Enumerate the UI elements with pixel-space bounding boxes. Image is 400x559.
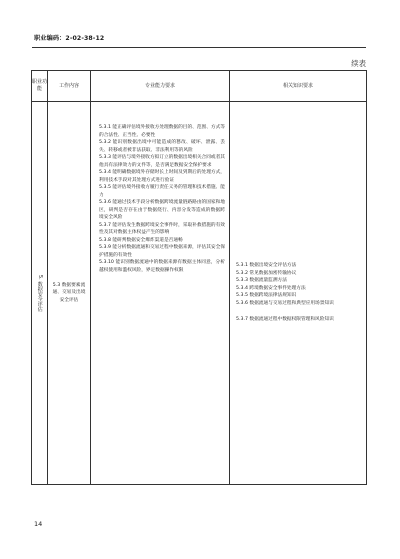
header-knowledge: 相关知识要求 <box>230 71 367 102</box>
ability-item: 5.3.2 能识别数据出境中可能造成的篡改、破坏、泄露、丢失、转移或者被非法获取、非法利用等的风险 <box>99 140 225 153</box>
ability-item: 5.3.1 能正确评估境外接收方处理数据的目的、范围、方式等的合法性、正当性、必要性 <box>99 125 225 138</box>
knowledge-item: 5.3.2 常见数据加密传输协议 <box>236 270 297 276</box>
occupation-code: 职业编码：2-02-38-12 <box>34 35 105 42</box>
ability-item: 5.3.3 能评估与境外接收方拟订立的数据出境相关合同或者其他具有法律效力的文件等，是否满足数据安全保护要求 <box>99 155 225 168</box>
knowledge-item: 5.3.6 数据流通与交易过程和典型应用场景知识 <box>236 300 334 306</box>
ability-item: 5.3.7 能评估发生数据跨境安全事件时，采取补救措施的有效性及其对数据主体权益产生的影响 <box>99 222 225 235</box>
ability-item: 5.3.10 能识别数据流通中的数据来源有数据主体同意，分析越权使用和滥权风险，界定数据操作权限 <box>99 260 225 273</box>
ability-item: 5.3.8 能研判数据安全爆炸渠道是否通畅 <box>99 237 183 243</box>
ability-item: 5.3.6 能通过技术手段分析数据跨境流量链路路由的国家和地区，研判是否存在由于数据绕行、内容分发等造成的数据跨境安全风险 <box>99 200 225 220</box>
knowledge-item: 5.3.5 数据跨境法律法规知识 <box>236 293 297 299</box>
header-function <box>32 71 48 102</box>
header-rule <box>32 47 366 48</box>
knowledge-item: 5.3.1 数据出境安全评估方法 <box>236 263 297 269</box>
header-ability: 专业能力要求 <box>91 71 230 102</box>
knowledge-item: 5.3.4 跨境数据安全事件处理方法 <box>236 285 306 291</box>
ability-item: 5.3.4 能明确数据境外存储时长上时间及到期后的处理方式，利用技术手段对其处理方式进行验证 <box>99 170 225 183</box>
continued-label: 续表 <box>351 59 366 68</box>
knowledge-item: 5.3.3 数据流量监测方法 <box>236 278 287 284</box>
knowledge-cell <box>230 102 367 485</box>
work-cell: 5.3 数据要素流通、交易及出境安全评估 <box>48 102 91 485</box>
table-row <box>32 102 367 485</box>
function-cell <box>32 102 48 485</box>
ability-item: 5.3.5 能评估境外接收方履行责任义务的管理和技术措施、能力 <box>99 185 225 198</box>
function-text: 5. 数据安全评估 <box>36 274 43 312</box>
ability-cell <box>91 102 230 485</box>
competency-table <box>31 70 367 485</box>
header-function-text: 职业功能 <box>32 79 48 92</box>
knowledge-item: 5.3.7 数据流通过程中数据权限管理和风险知识 <box>236 317 334 323</box>
ability-item: 5.3.9 能分析数据流通和交易过程中数据来源，评估其安全保护措施的有效性 <box>99 245 225 258</box>
page-number: 14 <box>34 520 43 528</box>
table-header-row <box>32 71 367 102</box>
header-work: 工作内容 <box>48 71 91 102</box>
